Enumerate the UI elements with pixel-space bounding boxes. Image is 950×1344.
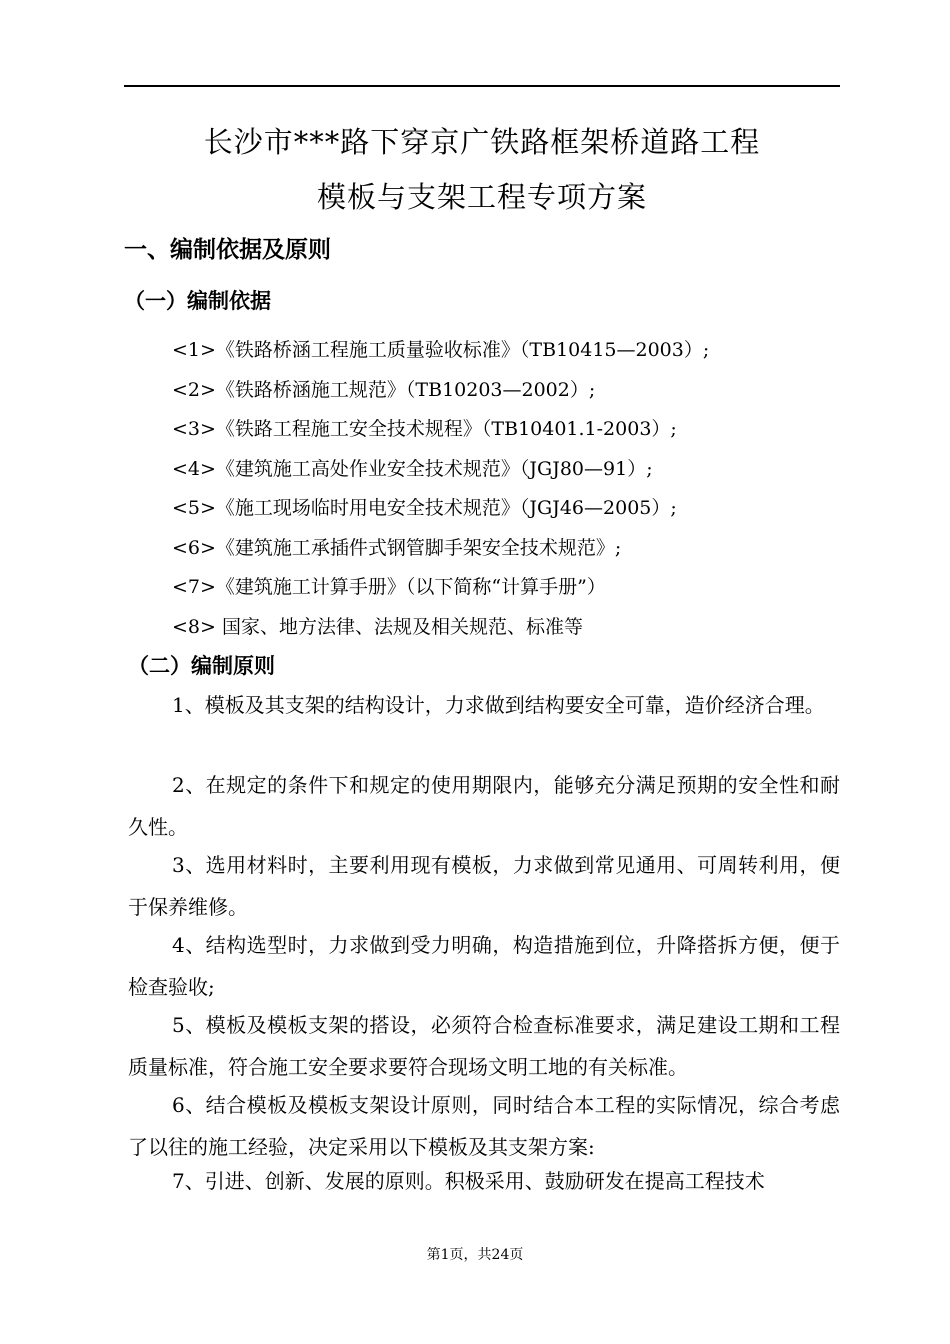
principle-paragraph: 6、结合模板及模板支架设计原则，同时结合本工程的实际情况，综合考虑了以往的施工经验，决定采用以下模板及其支架方案: — [128, 1093, 840, 1159]
document-title-line1: 长沙市***路下穿京广铁路框架桥道路工程 — [203, 125, 761, 159]
section-heading: 一、编制依据及原则 — [124, 237, 331, 263]
reference-item: <6>《建筑施工承插件式钢管脚手架安全技术规范》; — [172, 537, 622, 559]
principle-paragraph: 7、引进、创新、发展的原则。积极采用、鼓励研发在提高工程技术 — [172, 1169, 765, 1193]
reference-item: <8> 国家、地方法律、法规及相关规范、标准等 — [172, 616, 583, 638]
subsection-heading-basis: （一）编制依据 — [124, 289, 271, 313]
principle-paragraph: 5、模板及模板支架的搭设，必须符合检查标准要求，满足建设工期和工程质量标准，符合施工安全要求要符合现场文明工地的有关标准。 — [128, 1013, 840, 1079]
reference-item: <5>《施工现场临时用电安全技术规范》（JGJ46—2005）; — [172, 497, 677, 519]
principle-paragraph: 3、选用材料时，主要利用现有模板，力求做到常见通用、可周转利用，便于保养维修。 — [128, 853, 840, 919]
principle-paragraph: 1、模板及其支架的结构设计，力求做到结构要安全可靠，造价经济合理。 — [172, 693, 825, 717]
header-rule — [124, 85, 840, 87]
reference-item: <3>《铁路工程施工安全技术规程》（TB10401.1-2003）; — [172, 418, 677, 440]
principle-paragraph: 2、在规定的条件下和规定的使用期限内，能够充分满足预期的安全性和耐久性。 — [128, 773, 840, 839]
reference-item: <7>《建筑施工计算手册》（以下简称“计算手册”） — [172, 576, 606, 598]
page-number: 第1页，共24页 — [426, 1247, 524, 1263]
reference-item: <2>《铁路桥涵施工规范》（TB10203—2002）; — [172, 379, 596, 401]
subsection-heading-principles: （二）编制原则 — [128, 654, 275, 678]
reference-item: <1>《铁路桥涵工程施工质量验收标准》（TB10415—2003）; — [172, 339, 710, 361]
document-title-line2: 模板与支架工程专项方案 — [316, 180, 647, 214]
reference-item: <4>《建筑施工高处作业安全技术规范》（JGJ80—91）; — [172, 458, 653, 480]
principle-paragraph: 4、结构选型时，力求做到受力明确，构造措施到位，升降搭拆方便，便于检查验收; — [128, 933, 840, 999]
